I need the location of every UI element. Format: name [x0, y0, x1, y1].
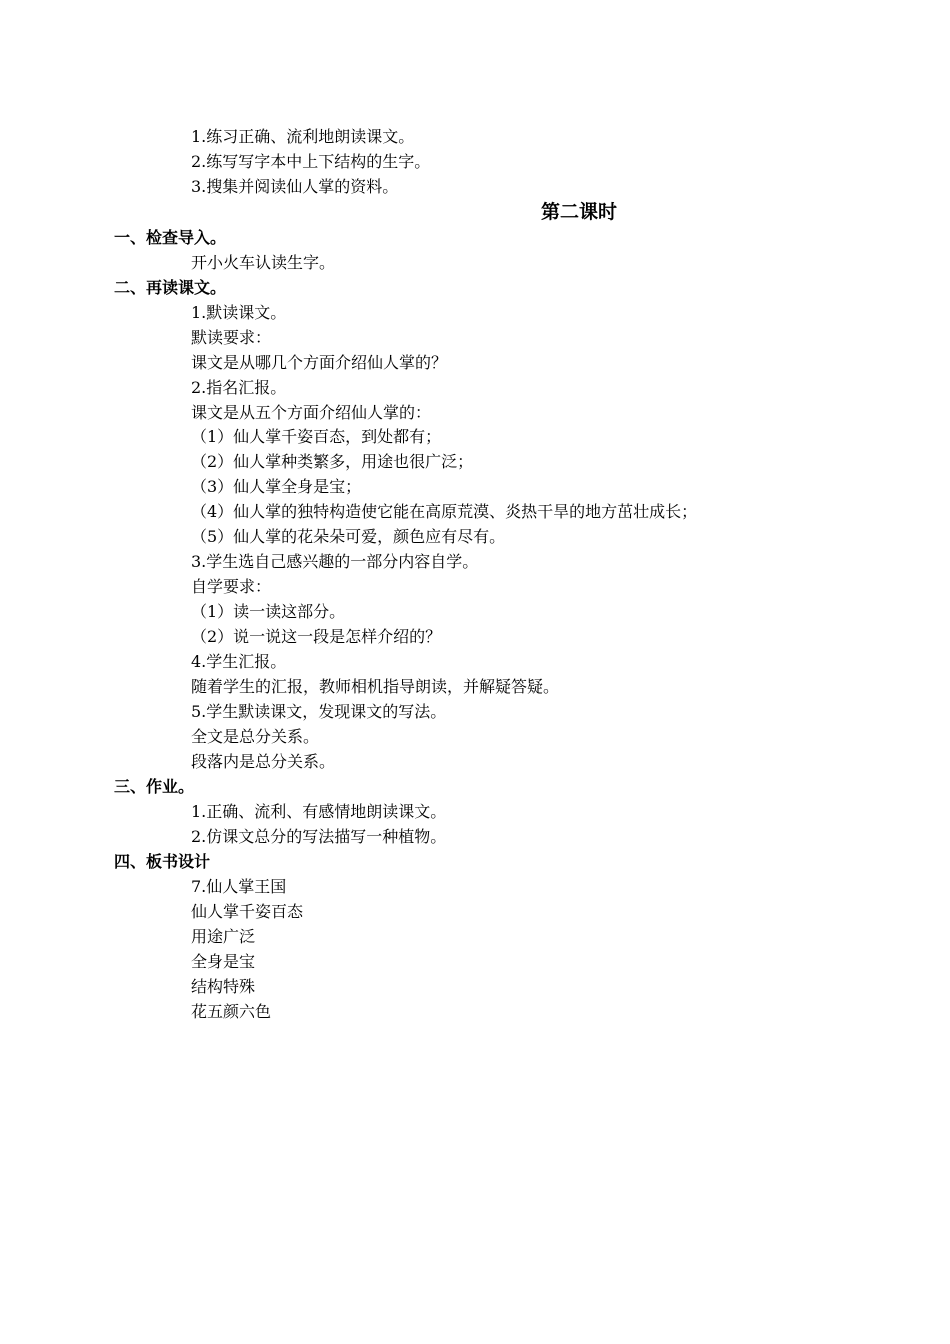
section-line: 2.指名汇报。	[191, 378, 287, 397]
section-line: 2.仿课文总分的写法描写一种植物。	[191, 827, 447, 846]
section-heading-homework: 三、作业。	[114, 777, 195, 796]
section-line: （5）仙人掌的花朵朵可爱，颜色应有尽有。	[191, 527, 506, 546]
section-line: 结构特殊	[191, 977, 256, 996]
section-line: 默读要求：	[191, 328, 272, 347]
section-line: 花五颜六色	[191, 1002, 272, 1021]
section-line: 自学要求：	[191, 577, 272, 596]
section-line: 全文是总分关系。	[191, 727, 320, 746]
section-line: （3）仙人掌全身是宝；	[191, 477, 362, 496]
section-line: 4.学生汇报。	[191, 652, 287, 671]
section-line: （1）仙人掌千姿百态，到处都有；	[191, 427, 442, 446]
section-heading-board-design: 四、板书设计	[114, 852, 211, 871]
section-line: 开小火车认读生字。	[191, 253, 336, 272]
section-line: 用途广泛	[191, 927, 256, 946]
section-heading-review: 一、检查导入。	[114, 228, 227, 247]
section-line: 仙人掌千姿百态	[191, 902, 304, 921]
section-line: 课文是从五个方面介绍仙人掌的：	[191, 403, 432, 422]
section-line: （4）仙人掌的独特构造使它能在高原荒漠、炎热干旱的地方茁壮成长；	[191, 502, 698, 521]
section-line: 5.学生默读课文，发现课文的写法。	[191, 702, 447, 721]
section-heading-reread: 二、再读课文。	[114, 278, 227, 297]
section-line: 3.学生选自己感兴趣的一部分内容自学。	[191, 552, 479, 571]
section-line: （1）读一读这部分。	[191, 602, 346, 621]
section-line: 全身是宝	[191, 952, 256, 971]
section-line: 1.正确、流利、有感情地朗读课文。	[191, 802, 447, 821]
section-line: 随着学生的汇报，教师相机指导朗读，并解疑答疑。	[191, 677, 560, 696]
section-line: 段落内是总分关系。	[191, 752, 336, 771]
section-line: 7.仙人掌王国	[191, 877, 287, 896]
homework-item-1: 1.练习正确、流利地朗读课文。	[191, 127, 415, 146]
section-line: 1.默读课文。	[191, 303, 287, 322]
homework-item-2: 2.练写写字本中上下结构的生字。	[191, 152, 431, 171]
homework-item-3: 3.搜集并阅读仙人掌的资料。	[191, 177, 399, 196]
section-line: （2）说一说这一段是怎样介绍的？	[191, 627, 442, 646]
section-line: （2）仙人掌种类繁多，用途也很广泛；	[191, 452, 474, 471]
section-line: 课文是从哪几个方面介绍仙人掌的？	[191, 353, 448, 372]
lesson-title: 第二课时	[540, 201, 617, 223]
